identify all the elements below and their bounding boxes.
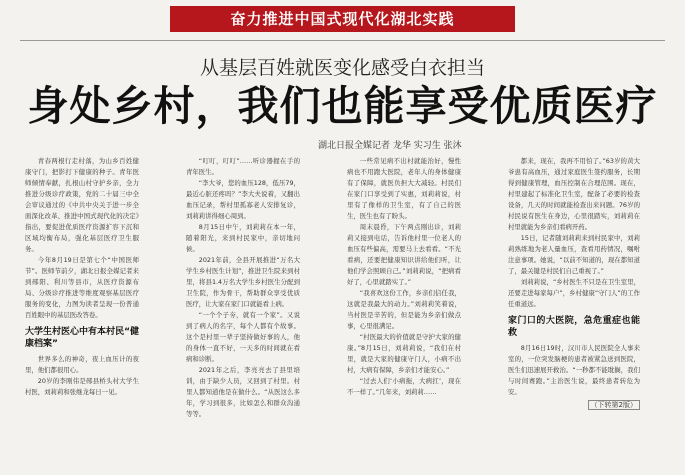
paragraph: 2021年前，全县开展推进“万名大学生乡村医生计划”，推进卫生院来到村里，将县1.4万名大学生乡村医生分配到卫生院，作为骨干，帮助群众享受优质医疗，让大家在家门口就能看上病。: [186, 256, 300, 308]
section-banner: 奋力推进中国式现代化湖北实践: [170, 6, 515, 32]
article-column-1: [25, 156, 139, 398]
paragraph: 刘莉莉说，“乡村医生不只是在卫生室里，还要走进每家每户”，乡村健康“守门人”的工作任重道远。: [508, 278, 640, 308]
paragraph: 世界多么的神奇，夜上血压计的夜里，他们都很用心。: [25, 355, 139, 374]
continued-note: [508, 400, 640, 411]
paragraph: 周末晨昏，下午两点刚出诊，刘莉莉又接到电话，告诉他村里一位老人的血压有些偏高，需要马上去看看。“不光看病，还要把健康知识讲给他们听，让他们学会照顾自己。”刘莉莉说，“把病看好了，心里就踏实了。”: [347, 223, 461, 286]
section-heading: 家门口的大医院，急危重症也能救: [508, 316, 640, 338]
paragraph: “叮叮，叮叮”……听诊器握在手的青年医生。: [186, 157, 300, 176]
article-column-2: [186, 156, 300, 420]
paragraph: 8月16日19时，汉川市人民医院全人事来室的，一位突发脑梗的患者被紧急送到医院，医生们迅速展开救治。“一秒都不能耽搁，我们与时间赛跑。”主治医生说，最终患者转危为安。: [508, 344, 640, 396]
paragraph: 青春两根行走村落，为山乡百姓健康守门，把影打下健康的种子。青年医师倾情奉献，扎根山村守护乡亲，全力推进分级诊疗政策，党的二十届三中全会审议通过的《中共中央关于进一步全面深化改革、推进中国式现代化的决定》指出，要促进优质医疗资源扩容下沉和区域均衡布局，强化基层医疗卫生服务。: [25, 157, 139, 253]
byline: 湖北日报全媒记者 龙华 实习生 张沐: [318, 141, 462, 151]
paragraph: 15日，记者随刘莉莉来到村民家中，刘莉莉熟练地为老人量血压，查看用药情况，嘱咐注意事项。她说，“以前不知道的，现在都知道了，最关键是村民们自己重视了。”: [508, 234, 640, 275]
paragraph: “我喜欢这份工作，乡亲们信任我，这就是我最大的动力。”刘莉莉笑着说，当村医是辛苦的，但是能为乡亲们做点事，心里很满足。: [347, 289, 461, 330]
paragraph: 20岁的李刚伟是郧县桥头村大学生村医，刘莉莉和张继龙每日一见。: [25, 377, 139, 396]
paragraph: “一个个子夯，就有一个家”。又说到了病人的名字，每个人都有个故事。这个是村里一辈子坚持做好事的人，他的身体一直不好，一天多的时间就在看病和诊断。: [186, 311, 300, 363]
paragraph: 都来，现在，我再不用怕了。”63岁的黄大爷患有高血压，通过家庭医生签约服务，长期得到健康管理，血压控制在合理范围。现在，村里建起了标准化卫生室，配备了必要的检查设备，几天的时间就能检查出来问题。76岁的村民说有医生在身边，心里很踏实，刘莉莉在村里就能为乡亲们看病开药。: [508, 157, 640, 231]
paragraph: 一些常见病不出村就能治好，慢性病也不用跑大医院，老年人的身体健康有了保障，就医负担大大减轻。村民们在家门口享受到了实惠，刘莉莉说，村里有了像样的卫生室，有了自己的医生，医生也有了盼头。: [347, 157, 461, 220]
paragraph: “李大爷，您的血压128，低压79，最近心脏还疼吗？”李大夫说着，又翻出血压记录，帮村里孤寡老人安排复诊，刘莉莉讲得细心周到。: [186, 179, 300, 220]
paragraph: “村医最大的价值就是守护大家的健康。”8月15日，刘莉莉说，“我们在村里，就是大家的健康守门人，小病不出村，大病有保障，乡亲们才能安心。”: [347, 333, 461, 374]
paragraph: 2021年之后，李亮亮去了县里培训，由于缺少人员，又回到了村里。村里人都知道他是在做什么。“从医这么多年，学习到很多，比如怎么和群众沟通等等。: [186, 366, 300, 418]
top-rule: [20, 40, 665, 41]
article-headline: 身处乡村，我们也能享受优质医疗: [27, 82, 658, 130]
paragraph: 8月15日中午，刘莉莉在本一年，随着阳光，来到村民家中，亲切地问候。: [186, 223, 300, 253]
paragraph: 今年8月19日是第七个“中国医师节”。医师节前夕，湖北日报全媒记者来到郧阳、利川等县市，从医疗资源布局、分级诊疗推进等维度观察基层医疗服务的变化，力图为读者呈现一份普通百姓眼中的基层医改答卷。: [25, 256, 139, 319]
article-column-3: [347, 156, 461, 398]
article-column-4: [508, 156, 640, 411]
article-subtitle: 从基层百姓就医变化感受白衣担当: [199, 57, 485, 79]
paragraph: “过去人们‘小病拖，大病扛’，现在不一样了。”几年来，刘莉莉……: [347, 377, 461, 396]
continued-label: （下转第2版）: [588, 400, 640, 410]
section-heading: 大学生村医心中有本村民“健康档案”: [25, 327, 139, 349]
